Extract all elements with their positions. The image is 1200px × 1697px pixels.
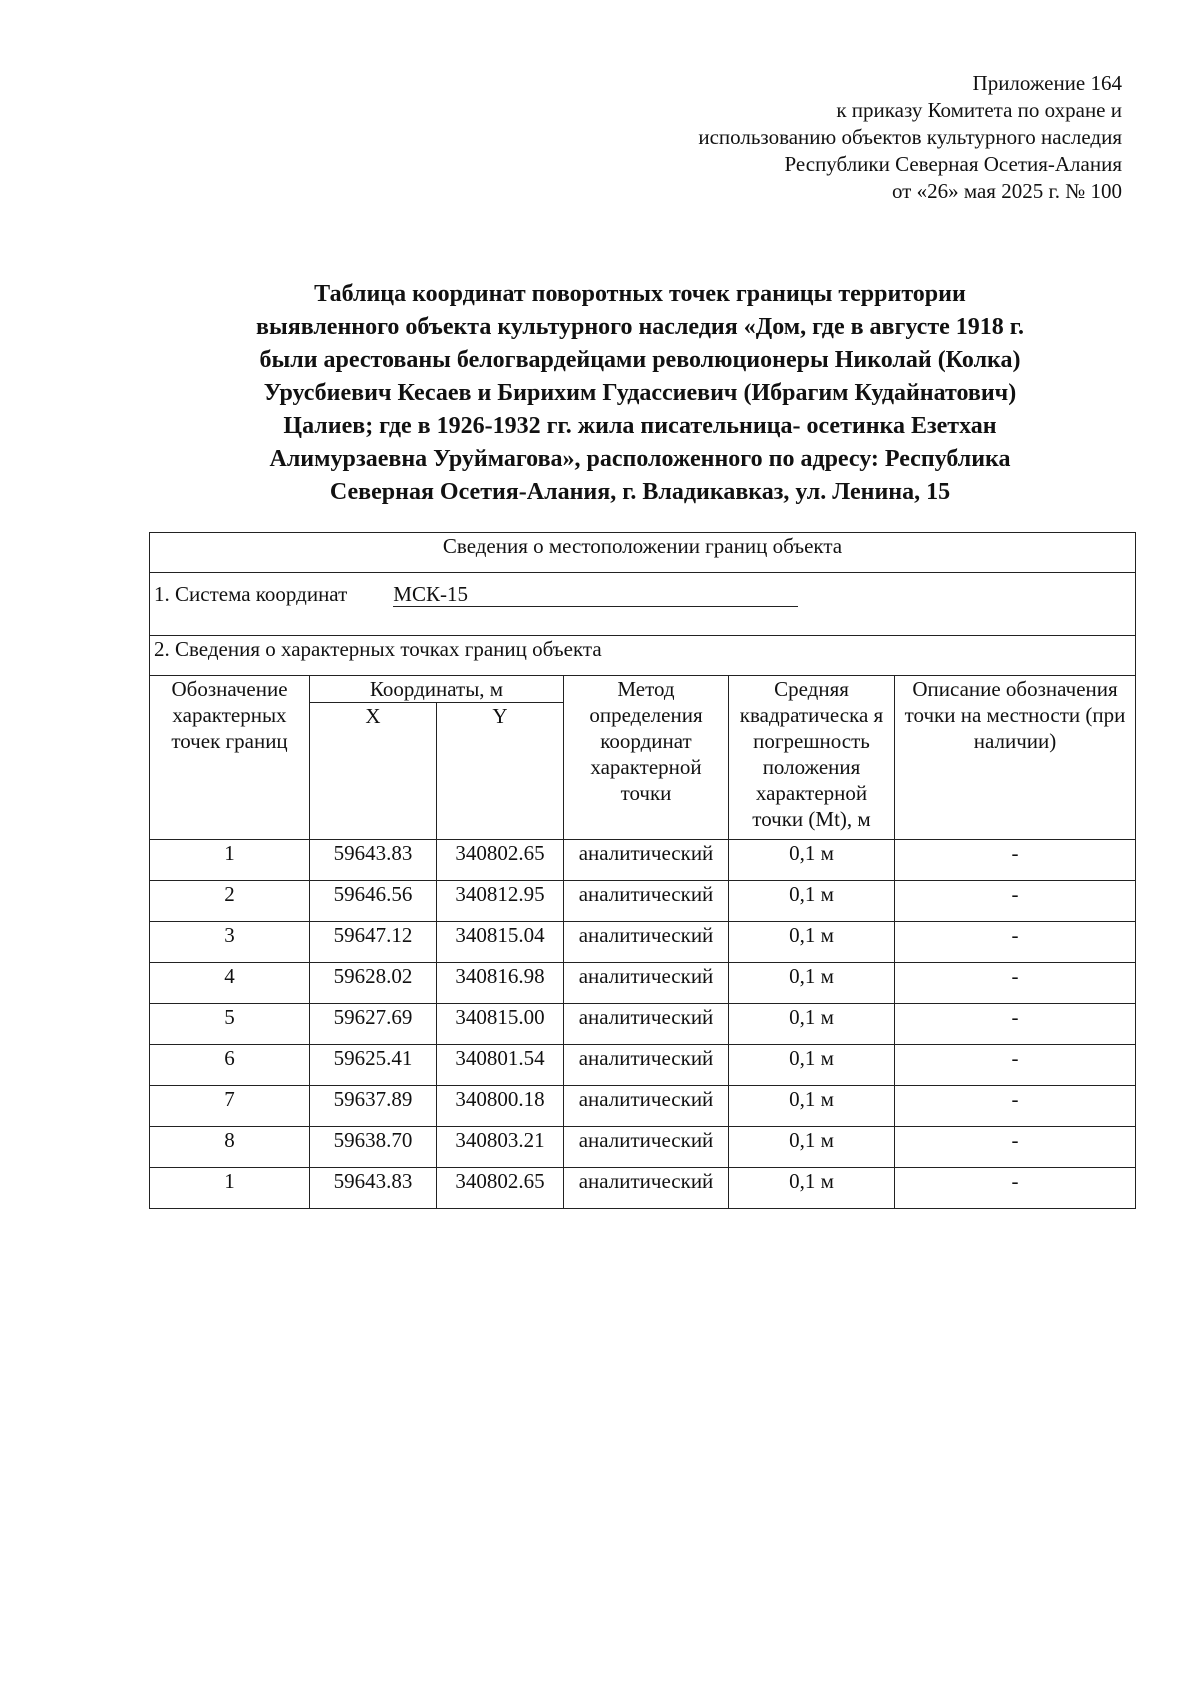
error-cell: 0,1 м [729,881,895,922]
appendix-line: Приложение 164 [972,71,1122,95]
title-line: Алимурзаевна Уруймагова», расположенного по адресу: Республика [269,446,1011,472]
points-header-row [150,636,1136,676]
description-cell: - [895,1086,1136,1127]
table-row [150,881,1136,922]
table-row [150,840,1136,881]
point-number-cell: 1 [150,1168,310,1209]
table-row [150,1168,1136,1209]
coord-system-cell [150,573,1136,636]
col-x-header: X [310,703,437,840]
title-line: Урусбиевич Кесаев и Бирихим Гудассиевич (Ибрагим Кудайнатович) [263,380,1017,406]
error-cell: 0,1 м [729,922,895,963]
coord-system-row [150,573,1136,636]
y-coordinate-cell: 340801.54 [437,1045,564,1086]
col-method-header: Метод определения координат характерной точки [564,676,729,840]
method-cell: аналитический [564,1168,729,1209]
point-number-cell: 3 [150,922,310,963]
description-cell: - [895,1168,1136,1209]
y-coordinate-cell: 340802.65 [437,840,564,881]
error-cell: 0,1 м [729,1168,895,1209]
method-cell: аналитический [564,1004,729,1045]
description-cell: - [895,881,1136,922]
section-header-row [150,533,1136,573]
description-cell: - [895,922,1136,963]
appendix-line: к приказу Комитета по охране и [836,98,1122,122]
y-coordinate-cell: 340803.21 [437,1127,564,1168]
appendix-line: Республики Северная Осетия-Алания [784,152,1122,176]
description-cell: - [895,963,1136,1004]
method-cell: аналитический [564,840,729,881]
coord-system-label: 1. Система координат [154,582,348,606]
method-cell: аналитический [564,1127,729,1168]
point-number-cell: 1 [150,840,310,881]
y-coordinate-cell: 340812.95 [437,881,564,922]
coordinates-table-body [150,533,1136,1209]
error-cell: 0,1 м [729,840,895,881]
table-row [150,1086,1136,1127]
point-number-cell: 8 [150,1127,310,1168]
y-coordinate-cell: 340802.65 [437,1168,564,1209]
title-line: Северная Осетия-Алания, г. Владикавказ, ул. Ленина, 15 [329,479,951,505]
title-line: Цалиев; где в 1926-1932 гг. жила писательница- осетинка Езетхан [283,413,997,439]
method-cell: аналитический [564,963,729,1004]
col-coordinates-header: Координаты, м [310,676,564,703]
col-designation-header: Обозначение характерных точек границ [150,676,310,840]
section-header: Сведения о местоположении границ объекта [150,533,1136,573]
table-row [150,922,1136,963]
points-header: 2. Сведения о характерных точках границ объекта [150,636,1136,676]
point-number-cell: 2 [150,881,310,922]
x-coordinate-cell: 59643.83 [310,840,437,881]
table-row [150,1045,1136,1086]
x-coordinate-cell: 59627.69 [310,1004,437,1045]
y-coordinate-cell: 340815.00 [437,1004,564,1045]
error-cell: 0,1 м [729,963,895,1004]
point-number-cell: 4 [150,963,310,1004]
document-title [150,278,1130,509]
x-coordinate-cell: 59625.41 [310,1045,437,1086]
point-number-cell: 6 [150,1045,310,1086]
y-coordinate-cell: 340815.04 [437,922,564,963]
x-coordinate-cell: 59646.56 [310,881,437,922]
coordinates-table [149,532,1136,1209]
description-cell: - [895,1004,1136,1045]
title-line: выявленного объекта культурного наследия «Дом, где в августе 1918 г. [256,314,1024,340]
table-row [150,963,1136,1004]
method-cell: аналитический [564,922,729,963]
coord-system-value: МСК-15 [393,582,798,607]
x-coordinate-cell: 59643.83 [310,1168,437,1209]
col-error-header: Средняя квадратическа я погрешность положения характерной точки (Mt), м [729,676,895,840]
description-cell: - [895,1045,1136,1086]
point-number-cell: 5 [150,1004,310,1045]
y-coordinate-cell: 340816.98 [437,963,564,1004]
x-coordinate-cell: 59647.12 [310,922,437,963]
y-coordinate-cell: 340800.18 [437,1086,564,1127]
method-cell: аналитический [564,1045,729,1086]
col-y-header: Y [437,703,564,840]
x-coordinate-cell: 59638.70 [310,1127,437,1168]
table-row [150,1004,1136,1045]
error-cell: 0,1 м [729,1086,895,1127]
title-line: были арестованы белогвардейцами революционеры Николай (Колка) [259,347,1021,373]
table-row [150,1127,1136,1168]
error-cell: 0,1 м [729,1004,895,1045]
method-cell: аналитический [564,881,729,922]
appendix-line: использованию объектов культурного наследия [698,125,1122,149]
col-description-header: Описание обозначения точки на местности (при наличии) [895,676,1136,840]
point-number-cell: 7 [150,1086,310,1127]
appendix-line: от «26» мая 2025 г. № 100 [891,179,1122,203]
error-cell: 0,1 м [729,1127,895,1168]
error-cell: 0,1 м [729,1045,895,1086]
x-coordinate-cell: 59628.02 [310,963,437,1004]
method-cell: аналитический [564,1086,729,1127]
column-header-row [150,676,1136,703]
description-cell: - [895,840,1136,881]
appendix-block [562,70,1122,205]
title-line: Таблица координат поворотных точек границы территории [314,281,966,307]
x-coordinate-cell: 59637.89 [310,1086,437,1127]
description-cell: - [895,1127,1136,1168]
